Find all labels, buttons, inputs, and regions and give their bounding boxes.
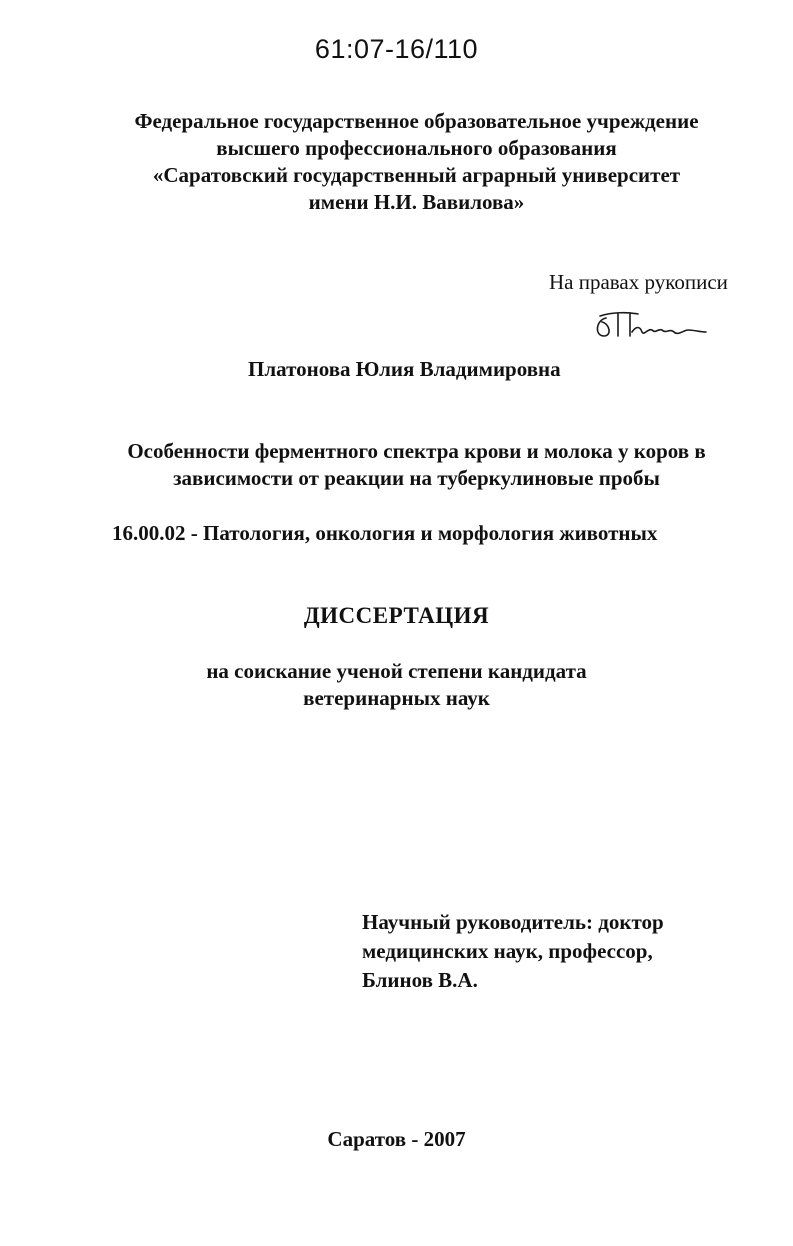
degree-line: ветеринарных наук bbox=[303, 686, 490, 710]
degree-block bbox=[0, 658, 793, 712]
degree-line: на соискание ученой степени кандидата bbox=[206, 659, 587, 683]
signature-icon bbox=[592, 306, 712, 346]
manuscript-rights-label: На правах рукописи bbox=[549, 270, 728, 294]
city-year: Саратов - 2007 bbox=[327, 1127, 466, 1151]
supervisor-line: Блинов В.А. bbox=[362, 968, 478, 992]
supervisor-block bbox=[362, 908, 762, 995]
thesis-title-line: зависимости от реакции на туберкулиновые пробы bbox=[173, 466, 660, 490]
institution-line: «Саратовский государственный аграрный университет bbox=[152, 163, 681, 187]
supervisor-line: Научный руководитель: доктор bbox=[362, 910, 664, 934]
institution-line: имени Н.И. Вавилова» bbox=[308, 190, 525, 214]
supervisor-line: медицинских наук, профессор, bbox=[362, 939, 653, 963]
author-name: Платонова Юлия Владимировна bbox=[248, 357, 561, 381]
institution-block bbox=[60, 108, 773, 216]
thesis-title bbox=[60, 438, 773, 492]
institution-line: Федеральное государственное образовательное учреждение bbox=[134, 109, 699, 133]
document-code: 61:07-16/110 bbox=[314, 34, 479, 64]
thesis-title-line: Особенности ферментного спектра крови и молока у коров в bbox=[127, 439, 706, 463]
document-type: ДИССЕРТАЦИЯ bbox=[303, 603, 490, 628]
specialty-code: 16.00.02 - Патология, онкология и морфология животных bbox=[112, 521, 658, 545]
institution-line: высшего профессионального образования bbox=[216, 136, 617, 160]
